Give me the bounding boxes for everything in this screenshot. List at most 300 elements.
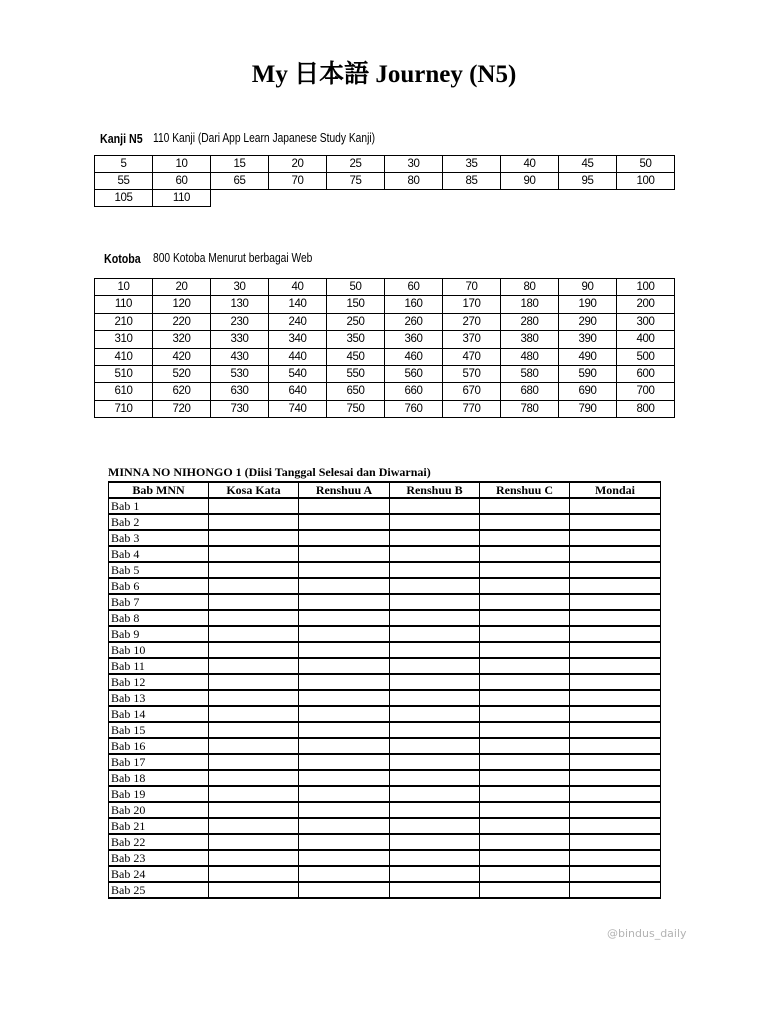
- mnn-bab-label: Bab 19: [109, 786, 209, 802]
- kanji-cell: 15: [211, 156, 269, 173]
- mnn-progress-cell: [570, 770, 661, 786]
- kotoba-cell: 410: [95, 348, 153, 365]
- mnn-progress-cell: [480, 722, 570, 738]
- kanji-cell: 30: [385, 156, 443, 173]
- mnn-progress-cell: [209, 738, 299, 754]
- kanji-cell: 50: [617, 156, 675, 173]
- kanji-cell: 35: [443, 156, 501, 173]
- mnn-progress-cell: [209, 530, 299, 546]
- kanji-row: [95, 173, 675, 190]
- mnn-progress-cell: [390, 738, 480, 754]
- mnn-progress-cell: [390, 770, 480, 786]
- column-header-bab-mnn: Bab MNN: [109, 482, 209, 498]
- column-header-kosa-kata: Kosa Kata: [209, 482, 299, 498]
- mnn-progress-cell: [570, 530, 661, 546]
- mnn-progress-cell: [480, 498, 570, 514]
- mnn-progress-cell: [299, 754, 390, 770]
- mnn-progress-cell: [209, 658, 299, 674]
- kotoba-cell: 210: [95, 313, 153, 330]
- kotoba-cell: 250: [327, 313, 385, 330]
- kotoba-cell: 630: [211, 383, 269, 400]
- kotoba-cell: 620: [153, 383, 211, 400]
- kotoba-cell: 270: [443, 313, 501, 330]
- kotoba-cell: 710: [95, 400, 153, 417]
- mnn-progress-cell: [570, 882, 661, 898]
- mnn-bab-label: Bab 1: [109, 498, 209, 514]
- mnn-progress-cell: [299, 514, 390, 530]
- kotoba-cell: 530: [211, 366, 269, 383]
- mnn-progress-cell: [390, 546, 480, 562]
- mnn-progress-cell: [209, 866, 299, 882]
- kotoba-cell: 220: [153, 313, 211, 330]
- mnn-row: [109, 530, 661, 546]
- mnn-progress-cell: [570, 626, 661, 642]
- mnn-progress-cell: [209, 850, 299, 866]
- mnn-row: [109, 674, 661, 690]
- mnn-progress-table: [108, 481, 661, 899]
- kotoba-cell: 260: [385, 313, 443, 330]
- mnn-progress-cell: [390, 706, 480, 722]
- mnn-progress-cell: [299, 786, 390, 802]
- mnn-progress-cell: [209, 498, 299, 514]
- mnn-progress-cell: [390, 562, 480, 578]
- mnn-row: [109, 866, 661, 882]
- kanji-table-body: [95, 156, 675, 207]
- mnn-bab-label: Bab 12: [109, 674, 209, 690]
- mnn-progress-cell: [390, 626, 480, 642]
- kotoba-cell: 360: [385, 331, 443, 348]
- mnn-progress-cell: [570, 562, 661, 578]
- mnn-progress-cell: [209, 546, 299, 562]
- mnn-bab-label: Bab 24: [109, 866, 209, 882]
- mnn-row: [109, 738, 661, 754]
- mnn-row: [109, 850, 661, 866]
- mnn-bab-label: Bab 25: [109, 882, 209, 898]
- mnn-progress-cell: [299, 626, 390, 642]
- mnn-bab-label: Bab 5: [109, 562, 209, 578]
- mnn-progress-cell: [480, 818, 570, 834]
- kotoba-cell: 350: [327, 331, 385, 348]
- kotoba-cell: 780: [501, 400, 559, 417]
- kanji-cell: 10: [153, 156, 211, 173]
- mnn-progress-cell: [390, 850, 480, 866]
- mnn-progress-cell: [390, 530, 480, 546]
- mnn-progress-cell: [480, 786, 570, 802]
- mnn-progress-cell: [299, 722, 390, 738]
- mnn-progress-cell: [299, 882, 390, 898]
- kanji-progress-table: [94, 155, 675, 207]
- mnn-row: [109, 498, 661, 514]
- mnn-bab-label: Bab 3: [109, 530, 209, 546]
- kotoba-cell: 240: [269, 313, 327, 330]
- kanji-cell: 45: [559, 156, 617, 173]
- mnn-progress-cell: [209, 674, 299, 690]
- kotoba-cell: 100: [617, 279, 675, 296]
- kanji-row: [95, 156, 675, 173]
- kotoba-cell: 190: [559, 296, 617, 313]
- mnn-progress-cell: [570, 594, 661, 610]
- column-header-renshuu-c: Renshuu C: [480, 482, 570, 498]
- mnn-progress-cell: [209, 642, 299, 658]
- kotoba-cell: 170: [443, 296, 501, 313]
- kotoba-cell: 280: [501, 313, 559, 330]
- kotoba-cell: 680: [501, 383, 559, 400]
- mnn-bab-label: Bab 2: [109, 514, 209, 530]
- kotoba-cell: 600: [617, 366, 675, 383]
- kotoba-cell: 500: [617, 348, 675, 365]
- kotoba-cell: 200: [617, 296, 675, 313]
- mnn-row: [109, 722, 661, 738]
- mnn-progress-cell: [299, 498, 390, 514]
- mnn-progress-cell: [209, 562, 299, 578]
- kotoba-cell: 720: [153, 400, 211, 417]
- kanji-cell: 75: [327, 173, 385, 190]
- kotoba-cell: 120: [153, 296, 211, 313]
- mnn-progress-cell: [390, 818, 480, 834]
- mnn-bab-label: Bab 9: [109, 626, 209, 642]
- mnn-bab-label: Bab 7: [109, 594, 209, 610]
- mnn-row: [109, 690, 661, 706]
- mnn-progress-cell: [480, 770, 570, 786]
- mnn-progress-cell: [209, 882, 299, 898]
- mnn-row: [109, 754, 661, 770]
- mnn-section-title: MINNA NO NIHONGO 1 (Diisi Tanggal Selesai dan Diwarnai): [108, 465, 431, 479]
- kotoba-row: [95, 400, 675, 417]
- kotoba-cell: 740: [269, 400, 327, 417]
- kotoba-cell: 610: [95, 383, 153, 400]
- kotoba-cell: 460: [385, 348, 443, 365]
- mnn-progress-cell: [480, 642, 570, 658]
- kotoba-cell: 730: [211, 400, 269, 417]
- kotoba-cell: 110: [95, 296, 153, 313]
- mnn-progress-cell: [390, 722, 480, 738]
- kotoba-row: [95, 366, 675, 383]
- mnn-progress-cell: [390, 690, 480, 706]
- mnn-progress-cell: [570, 658, 661, 674]
- kotoba-cell: 80: [501, 279, 559, 296]
- kotoba-cell: 370: [443, 331, 501, 348]
- mnn-progress-cell: [480, 850, 570, 866]
- kotoba-cell: 130: [211, 296, 269, 313]
- kotoba-cell: 20: [153, 279, 211, 296]
- mnn-progress-cell: [390, 498, 480, 514]
- mnn-progress-cell: [570, 498, 661, 514]
- mnn-progress-cell: [570, 578, 661, 594]
- kotoba-cell: 580: [501, 366, 559, 383]
- mnn-progress-cell: [570, 802, 661, 818]
- kanji-cell: 100: [617, 173, 675, 190]
- mnn-progress-cell: [390, 882, 480, 898]
- mnn-row: [109, 818, 661, 834]
- kotoba-cell: 750: [327, 400, 385, 417]
- kotoba-cell: 430: [211, 348, 269, 365]
- kotoba-cell: 420: [153, 348, 211, 365]
- mnn-progress-cell: [390, 786, 480, 802]
- kotoba-table-body: [95, 279, 675, 418]
- kanji-cell: 65: [211, 173, 269, 190]
- mnn-row: [109, 562, 661, 578]
- kanji-cell: 60: [153, 173, 211, 190]
- mnn-progress-cell: [209, 818, 299, 834]
- mnn-progress-cell: [209, 514, 299, 530]
- kotoba-cell: 230: [211, 313, 269, 330]
- mnn-progress-cell: [480, 690, 570, 706]
- kotoba-row: [95, 313, 675, 330]
- mnn-row: [109, 578, 661, 594]
- page-title: My 日本語 Journey (N5): [251, 61, 517, 88]
- kotoba-cell: 10: [95, 279, 153, 296]
- mnn-bab-label: Bab 8: [109, 610, 209, 626]
- mnn-progress-cell: [209, 770, 299, 786]
- kotoba-cell: 310: [95, 331, 153, 348]
- kotoba-cell: 180: [501, 296, 559, 313]
- mnn-progress-cell: [480, 674, 570, 690]
- kanji-cell: 110: [153, 190, 211, 207]
- kotoba-cell: 330: [211, 331, 269, 348]
- mnn-progress-cell: [480, 514, 570, 530]
- mnn-progress-cell: [570, 834, 661, 850]
- mnn-bab-label: Bab 6: [109, 578, 209, 594]
- mnn-progress-cell: [570, 754, 661, 770]
- mnn-progress-cell: [570, 786, 661, 802]
- kotoba-cell: 670: [443, 383, 501, 400]
- mnn-progress-cell: [480, 562, 570, 578]
- mnn-progress-cell: [299, 610, 390, 626]
- mnn-progress-cell: [480, 834, 570, 850]
- kotoba-progress-table: [94, 278, 675, 418]
- kotoba-row: [95, 348, 675, 365]
- kotoba-cell: 590: [559, 366, 617, 383]
- mnn-row: [109, 706, 661, 722]
- mnn-progress-cell: [209, 722, 299, 738]
- kotoba-cell: 570: [443, 366, 501, 383]
- mnn-progress-cell: [299, 738, 390, 754]
- mnn-progress-cell: [390, 834, 480, 850]
- kotoba-cell: 50: [327, 279, 385, 296]
- mnn-row: [109, 802, 661, 818]
- kanji-cell: 80: [385, 173, 443, 190]
- mnn-progress-cell: [209, 754, 299, 770]
- kotoba-cell: 380: [501, 331, 559, 348]
- kotoba-cell: 770: [443, 400, 501, 417]
- mnn-header-row: [109, 482, 661, 498]
- kotoba-cell: 160: [385, 296, 443, 313]
- mnn-row: [109, 770, 661, 786]
- mnn-progress-cell: [390, 674, 480, 690]
- kotoba-row: [95, 296, 675, 313]
- mnn-progress-cell: [390, 578, 480, 594]
- mnn-progress-cell: [480, 866, 570, 882]
- mnn-progress-cell: [480, 882, 570, 898]
- mnn-progress-cell: [390, 866, 480, 882]
- mnn-progress-cell: [299, 802, 390, 818]
- mnn-progress-cell: [299, 642, 390, 658]
- kotoba-cell: 340: [269, 331, 327, 348]
- mnn-progress-cell: [299, 866, 390, 882]
- kanji-cell: 40: [501, 156, 559, 173]
- kotoba-cell: 390: [559, 331, 617, 348]
- mnn-row: [109, 642, 661, 658]
- mnn-progress-cell: [209, 594, 299, 610]
- mnn-table-body: [109, 498, 661, 898]
- mnn-progress-cell: [209, 690, 299, 706]
- kotoba-cell: 90: [559, 279, 617, 296]
- kotoba-cell: 550: [327, 366, 385, 383]
- mnn-progress-cell: [299, 850, 390, 866]
- mnn-progress-cell: [390, 594, 480, 610]
- mnn-progress-cell: [480, 530, 570, 546]
- mnn-progress-cell: [299, 770, 390, 786]
- kotoba-cell: 510: [95, 366, 153, 383]
- kotoba-cell: 150: [327, 296, 385, 313]
- kanji-section-label: Kanji N5: [100, 131, 143, 146]
- kanji-cell: 90: [501, 173, 559, 190]
- mnn-progress-cell: [570, 514, 661, 530]
- mnn-progress-cell: [209, 834, 299, 850]
- mnn-progress-cell: [299, 834, 390, 850]
- kotoba-cell: 300: [617, 313, 675, 330]
- mnn-bab-label: Bab 22: [109, 834, 209, 850]
- mnn-progress-cell: [480, 802, 570, 818]
- mnn-bab-label: Bab 21: [109, 818, 209, 834]
- mnn-bab-label: Bab 4: [109, 546, 209, 562]
- mnn-progress-cell: [570, 738, 661, 754]
- mnn-progress-cell: [480, 706, 570, 722]
- mnn-row: [109, 546, 661, 562]
- mnn-progress-cell: [480, 546, 570, 562]
- kotoba-cell: 470: [443, 348, 501, 365]
- kotoba-cell: 320: [153, 331, 211, 348]
- mnn-bab-label: Bab 18: [109, 770, 209, 786]
- kotoba-cell: 440: [269, 348, 327, 365]
- watermark: @bindus_daily: [607, 927, 687, 940]
- mnn-progress-cell: [209, 706, 299, 722]
- kotoba-cell: 640: [269, 383, 327, 400]
- mnn-bab-label: Bab 14: [109, 706, 209, 722]
- mnn-progress-cell: [570, 866, 661, 882]
- kotoba-cell: 70: [443, 279, 501, 296]
- mnn-table-header: [109, 482, 661, 498]
- mnn-bab-label: Bab 20: [109, 802, 209, 818]
- kotoba-cell: 560: [385, 366, 443, 383]
- kotoba-row: [95, 331, 675, 348]
- mnn-row: [109, 514, 661, 530]
- mnn-progress-cell: [570, 610, 661, 626]
- mnn-row: [109, 594, 661, 610]
- mnn-progress-cell: [570, 722, 661, 738]
- mnn-progress-cell: [209, 578, 299, 594]
- mnn-progress-cell: [390, 754, 480, 770]
- mnn-progress-cell: [299, 706, 390, 722]
- mnn-progress-cell: [390, 514, 480, 530]
- mnn-progress-cell: [209, 610, 299, 626]
- kotoba-cell: 520: [153, 366, 211, 383]
- kotoba-cell: 800: [617, 400, 675, 417]
- kotoba-row: [95, 383, 675, 400]
- kotoba-cell: 700: [617, 383, 675, 400]
- mnn-bab-label: Bab 11: [109, 658, 209, 674]
- kotoba-cell: 290: [559, 313, 617, 330]
- kotoba-cell: 30: [211, 279, 269, 296]
- mnn-row: [109, 610, 661, 626]
- kanji-cell: 5: [95, 156, 153, 173]
- kanji-cell: 85: [443, 173, 501, 190]
- kanji-cell: 25: [327, 156, 385, 173]
- kanji-cell: 70: [269, 173, 327, 190]
- mnn-row: [109, 626, 661, 642]
- mnn-bab-label: Bab 23: [109, 850, 209, 866]
- mnn-progress-cell: [390, 610, 480, 626]
- mnn-progress-cell: [299, 562, 390, 578]
- kanji-cell: 95: [559, 173, 617, 190]
- column-header-mondai: Mondai: [570, 482, 661, 498]
- kotoba-row: [95, 279, 675, 296]
- mnn-progress-cell: [570, 706, 661, 722]
- kanji-row: [95, 190, 675, 207]
- mnn-progress-cell: [209, 802, 299, 818]
- kotoba-cell: 40: [269, 279, 327, 296]
- mnn-progress-cell: [480, 738, 570, 754]
- mnn-progress-cell: [299, 658, 390, 674]
- mnn-progress-cell: [209, 786, 299, 802]
- mnn-row: [109, 658, 661, 674]
- mnn-progress-cell: [570, 850, 661, 866]
- mnn-bab-label: Bab 15: [109, 722, 209, 738]
- mnn-row: [109, 786, 661, 802]
- mnn-progress-cell: [480, 754, 570, 770]
- kotoba-cell: 400: [617, 331, 675, 348]
- mnn-row: [109, 882, 661, 898]
- mnn-bab-label: Bab 17: [109, 754, 209, 770]
- kotoba-cell: 790: [559, 400, 617, 417]
- kanji-cell: 20: [269, 156, 327, 173]
- mnn-progress-cell: [570, 690, 661, 706]
- mnn-progress-cell: [480, 594, 570, 610]
- kotoba-section-description: 800 Kotoba Menurut berbagai Web: [153, 251, 313, 265]
- mnn-progress-cell: [480, 658, 570, 674]
- mnn-bab-label: Bab 13: [109, 690, 209, 706]
- kotoba-cell: 140: [269, 296, 327, 313]
- mnn-progress-cell: [480, 626, 570, 642]
- mnn-progress-cell: [299, 578, 390, 594]
- mnn-bab-label: Bab 10: [109, 642, 209, 658]
- kotoba-cell: 450: [327, 348, 385, 365]
- mnn-progress-cell: [570, 546, 661, 562]
- mnn-progress-cell: [570, 818, 661, 834]
- kotoba-cell: 650: [327, 383, 385, 400]
- kotoba-section-label: Kotoba: [104, 251, 141, 266]
- mnn-progress-cell: [480, 578, 570, 594]
- mnn-progress-cell: [299, 690, 390, 706]
- kanji-cell: 55: [95, 173, 153, 190]
- mnn-progress-cell: [570, 642, 661, 658]
- column-header-renshuu-b: Renshuu B: [390, 482, 480, 498]
- mnn-bab-label: Bab 16: [109, 738, 209, 754]
- kotoba-cell: 760: [385, 400, 443, 417]
- kanji-cell: 105: [95, 190, 153, 207]
- kanji-section-description: 110 Kanji (Dari App Learn Japanese Study Kanji): [153, 131, 376, 145]
- kotoba-cell: 480: [501, 348, 559, 365]
- kotoba-cell: 60: [385, 279, 443, 296]
- mnn-progress-cell: [390, 658, 480, 674]
- mnn-progress-cell: [299, 530, 390, 546]
- mnn-progress-cell: [480, 610, 570, 626]
- mnn-progress-cell: [390, 642, 480, 658]
- kotoba-cell: 490: [559, 348, 617, 365]
- kotoba-cell: 690: [559, 383, 617, 400]
- mnn-progress-cell: [299, 594, 390, 610]
- kotoba-cell: 540: [269, 366, 327, 383]
